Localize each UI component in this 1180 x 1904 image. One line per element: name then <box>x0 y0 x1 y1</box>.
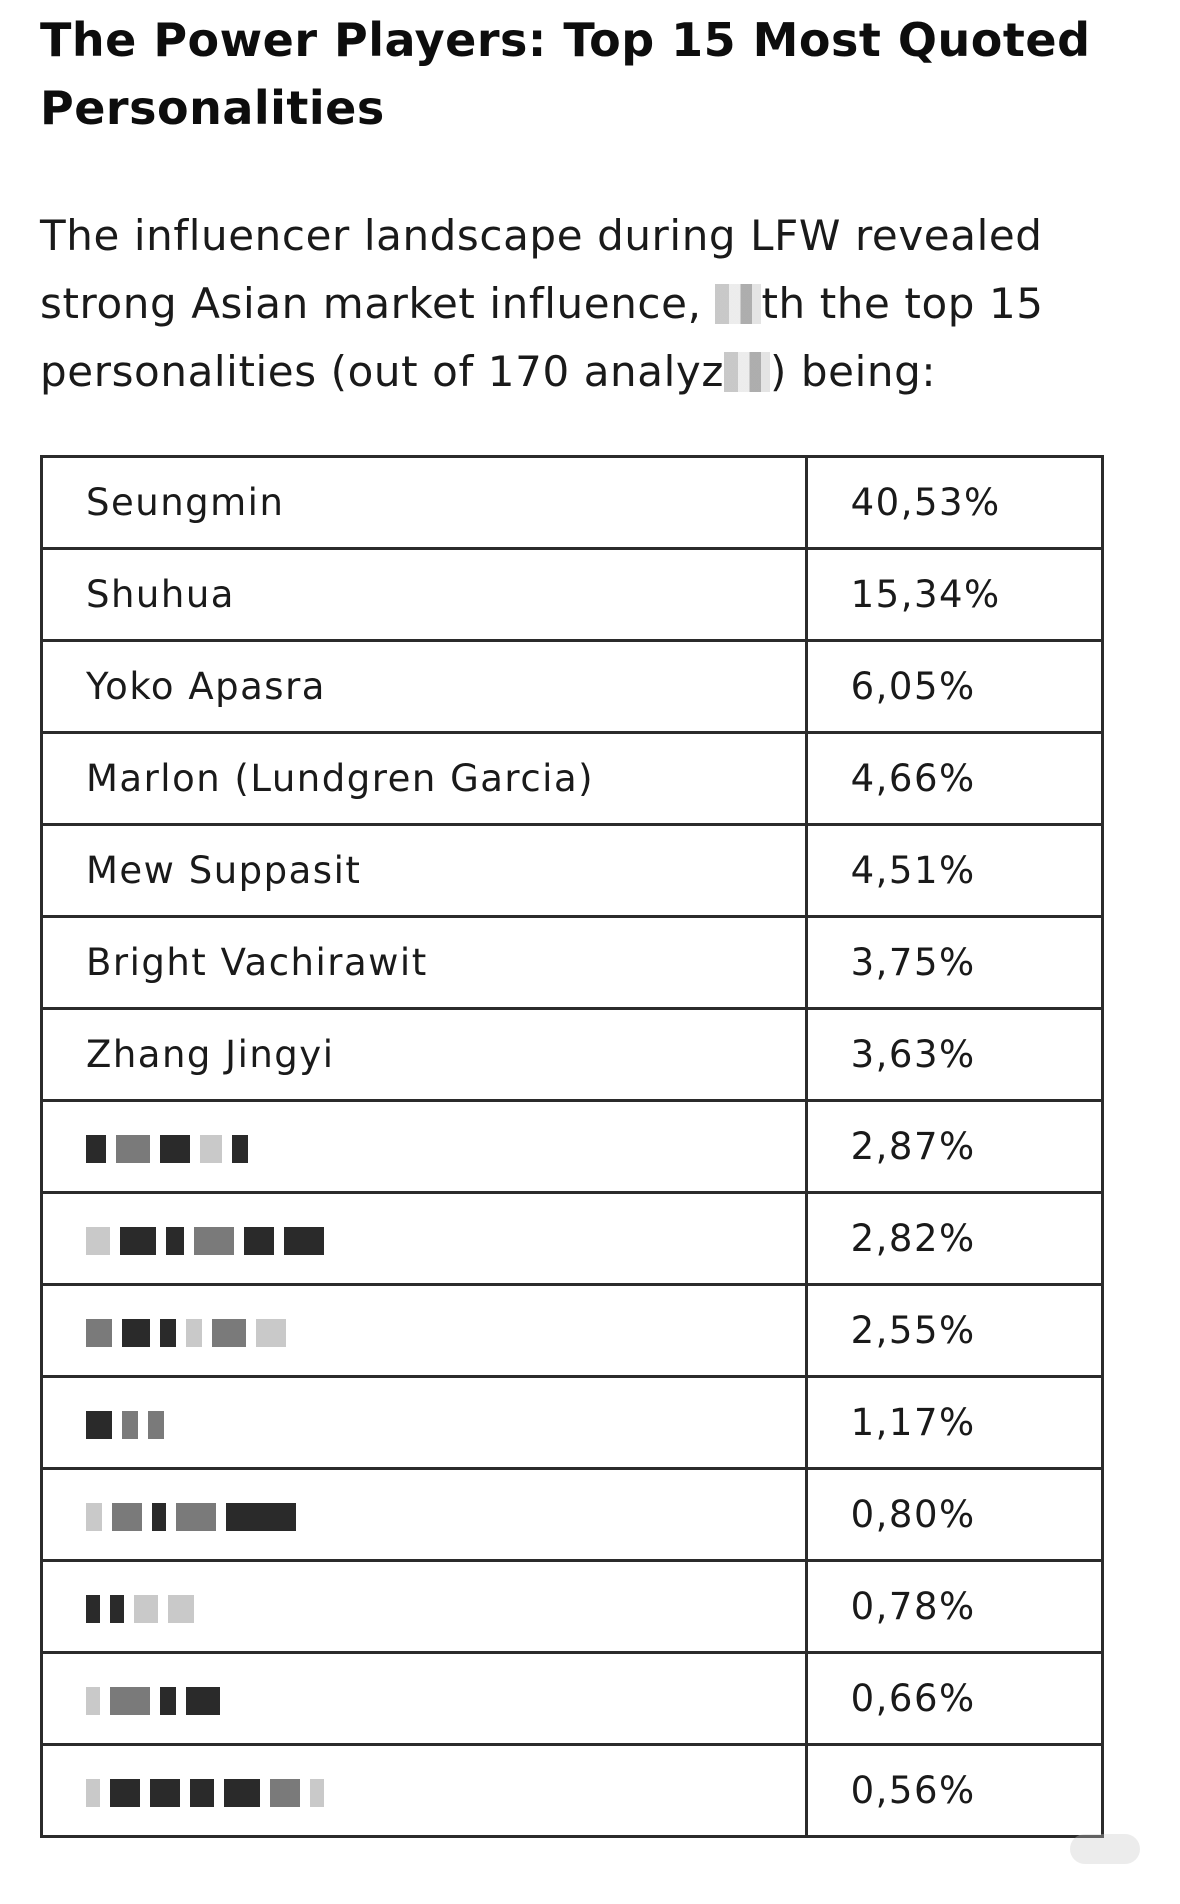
table-row <box>42 1101 1103 1193</box>
redaction-pixel <box>186 1687 220 1715</box>
redaction-pixel <box>86 1687 100 1715</box>
article-intro <box>40 202 1140 406</box>
table-row <box>42 825 1103 917</box>
redaction-pixel <box>168 1595 194 1623</box>
personality-name: Mew Suppasit <box>42 825 807 917</box>
quote-share: 1,17% <box>806 1377 1102 1469</box>
redacted-name-cell <box>42 1653 807 1745</box>
table-row <box>42 1285 1103 1377</box>
table-row <box>42 1469 1103 1561</box>
redaction-pixel <box>200 1135 222 1163</box>
redaction-pixel <box>122 1411 138 1439</box>
redaction-pixel <box>86 1779 100 1807</box>
quote-share: 3,63% <box>806 1009 1102 1101</box>
redaction-pixel <box>186 1319 202 1347</box>
redaction-pixel <box>270 1779 300 1807</box>
intro-text-3: ) being: <box>769 347 937 396</box>
redaction-pixel <box>194 1227 234 1255</box>
redaction-pixel <box>160 1319 176 1347</box>
personality-name: Zhang Jingyi <box>42 1009 807 1101</box>
quote-share: 6,05% <box>806 641 1102 733</box>
redaction-pixel <box>212 1319 246 1347</box>
redaction-blur <box>715 284 761 324</box>
redaction-pixel <box>150 1779 180 1807</box>
intro-text-2: th the top 15 personalities (out of 170 analyz <box>40 279 1044 396</box>
redacted-name-cell <box>42 1193 807 1285</box>
redaction-pixel <box>190 1779 214 1807</box>
table-row <box>42 1377 1103 1469</box>
quote-share: 0,66% <box>806 1653 1102 1745</box>
redaction-pixel <box>86 1319 112 1347</box>
redaction-pixel <box>120 1227 156 1255</box>
quote-share: 2,55% <box>806 1285 1102 1377</box>
quote-share: 15,34% <box>806 549 1102 641</box>
redaction-pixel <box>160 1135 190 1163</box>
redacted-name-cell <box>42 1469 807 1561</box>
redaction-pixel <box>152 1503 166 1531</box>
redacted-name-cell <box>42 1561 807 1653</box>
redaction-pixel <box>256 1319 286 1347</box>
personality-name: Yoko Apasra <box>42 641 807 733</box>
personalities-table <box>40 455 1104 1838</box>
quote-share: 0,56% <box>806 1745 1102 1837</box>
redaction-pixel <box>86 1411 112 1439</box>
quote-share: 3,75% <box>806 917 1102 1009</box>
quote-share: 4,51% <box>806 825 1102 917</box>
redacted-name-cell <box>42 1101 807 1193</box>
personality-name: Marlon (Lundgren Garcia) <box>42 733 807 825</box>
table-row <box>42 641 1103 733</box>
watermark-badge <box>1070 1834 1140 1864</box>
quote-share: 0,78% <box>806 1561 1102 1653</box>
redaction-pixel <box>176 1503 216 1531</box>
redaction-pixel <box>244 1227 274 1255</box>
table-row <box>42 1745 1103 1837</box>
quote-share: 4,66% <box>806 733 1102 825</box>
redaction-blur <box>724 352 770 392</box>
intro-text-1: The influencer landscape during LFW revealed strong Asian market influence, <box>40 211 1043 328</box>
redaction-pixel <box>148 1411 164 1439</box>
table-row <box>42 1653 1103 1745</box>
quote-share: 2,82% <box>806 1193 1102 1285</box>
redaction-pixel <box>122 1319 150 1347</box>
table-row <box>42 1561 1103 1653</box>
personality-name: Shuhua <box>42 549 807 641</box>
article-heading: The Power Players: Top 15 Most Quoted Personalities <box>40 13 1091 135</box>
redacted-name-cell <box>42 1745 807 1837</box>
quote-share: 0,80% <box>806 1469 1102 1561</box>
redaction-pixel <box>310 1779 324 1807</box>
table-row <box>42 1193 1103 1285</box>
quote-share: 2,87% <box>806 1101 1102 1193</box>
redaction-pixel <box>110 1687 150 1715</box>
redacted-name-cell <box>42 1377 807 1469</box>
redaction-pixel <box>166 1227 184 1255</box>
redaction-pixel <box>86 1135 106 1163</box>
article <box>40 0 1140 1812</box>
redaction-pixel <box>86 1595 100 1623</box>
redaction-pixel <box>160 1687 176 1715</box>
redaction-pixel <box>86 1503 102 1531</box>
personality-name: Bright Vachirawit <box>42 917 807 1009</box>
redaction-pixel <box>110 1595 124 1623</box>
table-row <box>42 917 1103 1009</box>
redaction-pixel <box>134 1595 158 1623</box>
redaction-pixel <box>232 1135 248 1163</box>
redaction-pixel <box>86 1227 110 1255</box>
redacted-name-cell <box>42 1285 807 1377</box>
redaction-pixel <box>110 1779 140 1807</box>
redaction-pixel <box>112 1503 142 1531</box>
quote-share: 40,53% <box>806 457 1102 549</box>
table-row <box>42 549 1103 641</box>
redaction-pixel <box>226 1503 296 1531</box>
table-row <box>42 1009 1103 1101</box>
table-row <box>42 733 1103 825</box>
personality-name: Seungmin <box>42 457 807 549</box>
redaction-pixel <box>224 1779 260 1807</box>
redaction-pixel <box>284 1227 324 1255</box>
table-row <box>42 457 1103 549</box>
redaction-pixel <box>116 1135 150 1163</box>
